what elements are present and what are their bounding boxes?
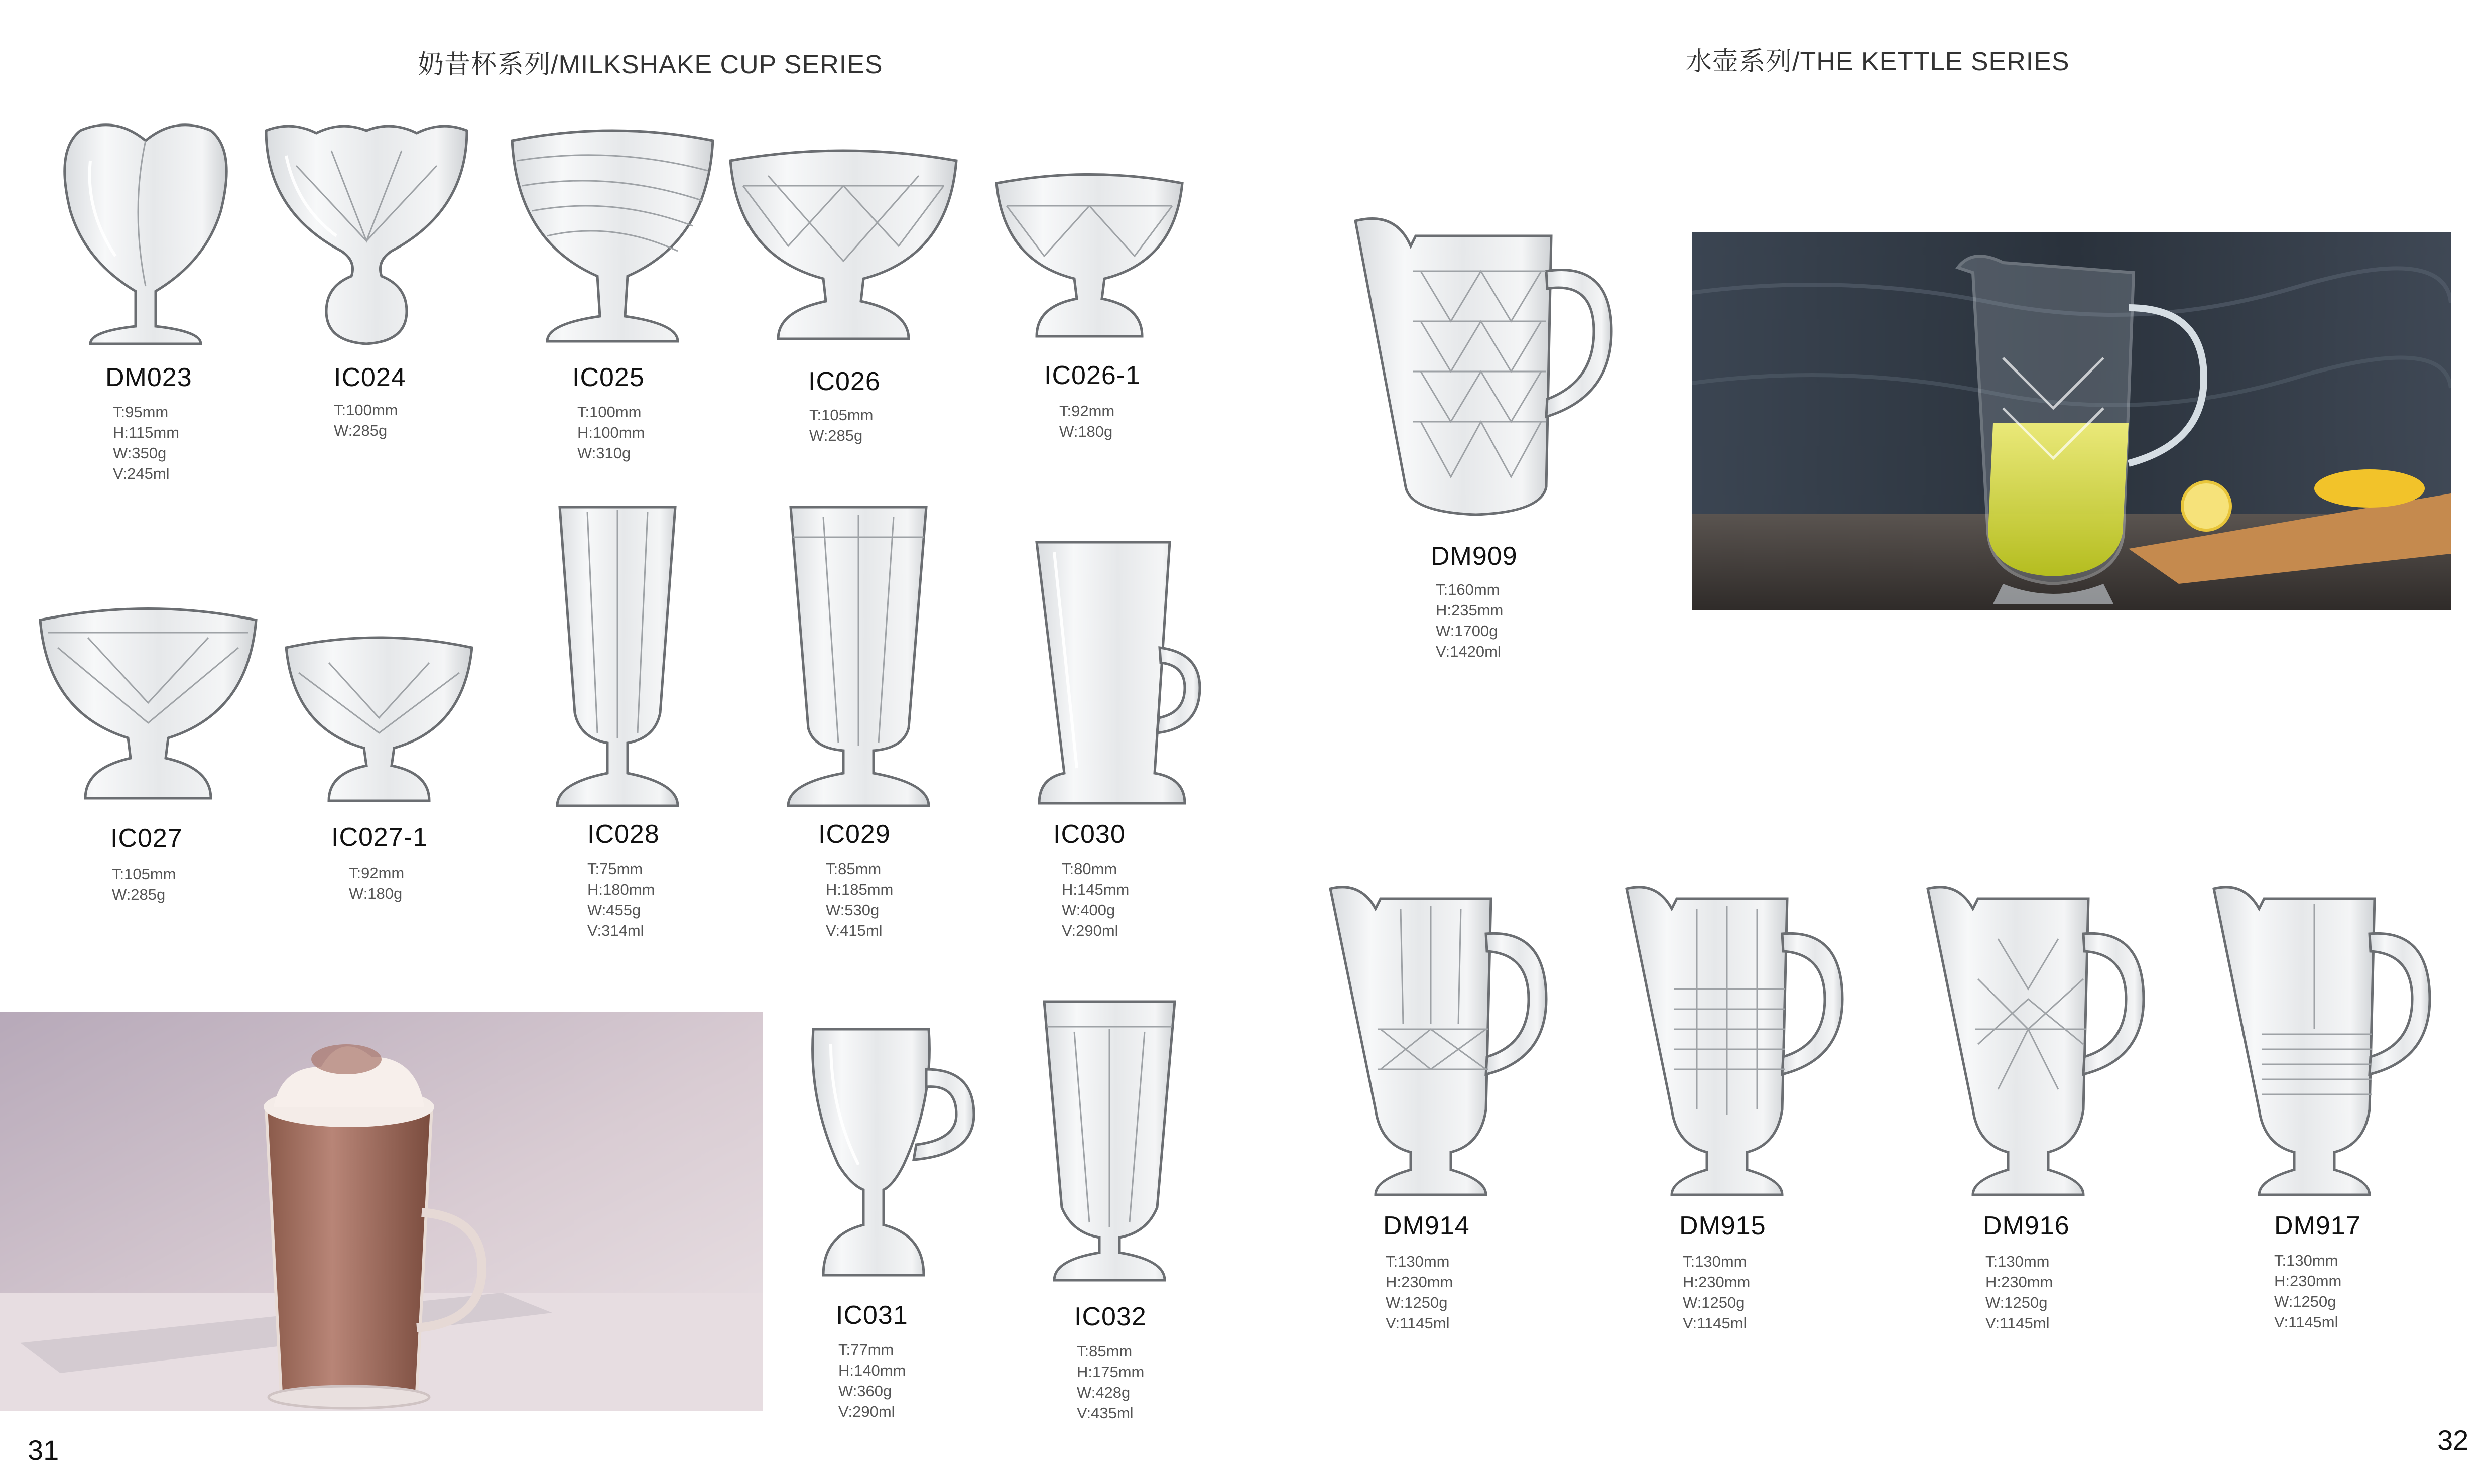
product-code: DM909 (1431, 542, 1518, 571)
tall-milkshake-glass-image (552, 502, 683, 813)
grid-pitcher-image (1622, 879, 1852, 1200)
product-specs: T:75mm H:180mm W:455g V:314ml (587, 860, 655, 939)
product-code: DM915 (1679, 1211, 1766, 1241)
product-specs: T:77mm H:140mm W:360g V:290ml (838, 1341, 906, 1420)
product-code: IC031 (836, 1301, 908, 1330)
banded-pitcher-image (2209, 879, 2440, 1200)
product-specs: T:95mm H:115mm W:350g V:245ml (113, 403, 180, 482)
handled-latte-glass-image (1034, 537, 1205, 813)
product-code: IC032 (1074, 1302, 1147, 1331)
right-series-title: 水壶系列/THE KETTLE SERIES (1686, 47, 2070, 76)
cross-cut-pitcher-image (1325, 879, 1556, 1200)
product-code: IC027-1 (331, 823, 428, 852)
product-specs: T:85mm H:185mm W:530g V:415ml (826, 860, 894, 939)
product-specs: T:130mm H:230mm W:1250g V:1145ml (2274, 1252, 2342, 1331)
swirl-cup-image (507, 126, 718, 351)
product-specs: T:100mm H:100mm W:310g (577, 403, 645, 462)
star-cut-pitcher-image (1923, 879, 2154, 1200)
diamond-bowl-image (728, 146, 959, 351)
product-specs: T:130mm H:230mm W:1250g V:1145ml (1683, 1253, 1751, 1332)
diamond-pitcher-image (1350, 206, 1622, 522)
product-code: DM914 (1383, 1211, 1470, 1241)
product-specs: T:92mm W:180g (1059, 402, 1115, 440)
product-specs: T:130mm H:230mm W:1250g V:1145ml (1386, 1253, 1453, 1332)
irish-coffee-glass-image (803, 1024, 984, 1285)
hot-chocolate-photo (0, 1012, 763, 1411)
product-code: IC024 (334, 363, 406, 392)
product-specs: T:80mm H:145mm W:400g V:290ml (1062, 860, 1130, 939)
product-code: DM917 (2274, 1211, 2361, 1241)
product-specs: T:130mm H:230mm W:1250g V:1145ml (1985, 1253, 2053, 1332)
product-specs: T:92mm W:180g (349, 864, 405, 902)
right-page-number: 32 (2437, 1424, 2469, 1456)
product-code: IC025 (572, 363, 645, 392)
product-specs: T:100mm W:285g (334, 401, 398, 439)
left-page-number: 31 (28, 1434, 59, 1466)
soda-glass-image (1039, 997, 1180, 1288)
milkshake-glass-image (783, 502, 934, 813)
product-code: IC030 (1053, 820, 1126, 849)
product-code: IC027 (110, 824, 183, 853)
small-bowl-image (284, 633, 474, 808)
product-code: IC026 (808, 367, 881, 396)
sundae-cup-image (261, 120, 472, 351)
bowl-image (38, 602, 259, 808)
product-specs: T:160mm H:235mm W:1700g V:1420ml (1436, 581, 1504, 660)
product-specs: T:85mm H:175mm W:428g V:435ml (1077, 1342, 1145, 1422)
left-series-title: 奶昔杯系列/MILKSHAKE CUP SERIES (418, 50, 883, 79)
product-code: IC028 (587, 820, 660, 849)
product-specs: T:105mm W:285g (809, 406, 874, 444)
pitcher-lemon-photo (1692, 232, 2451, 610)
heart-cup-image (55, 120, 236, 351)
product-code: DM916 (1983, 1211, 2070, 1241)
product-code: IC026-1 (1044, 361, 1141, 390)
small-diamond-bowl-image (994, 171, 1185, 351)
product-code: IC029 (818, 820, 891, 849)
product-code: DM023 (105, 363, 192, 392)
product-specs: T:105mm W:285g (112, 865, 176, 903)
